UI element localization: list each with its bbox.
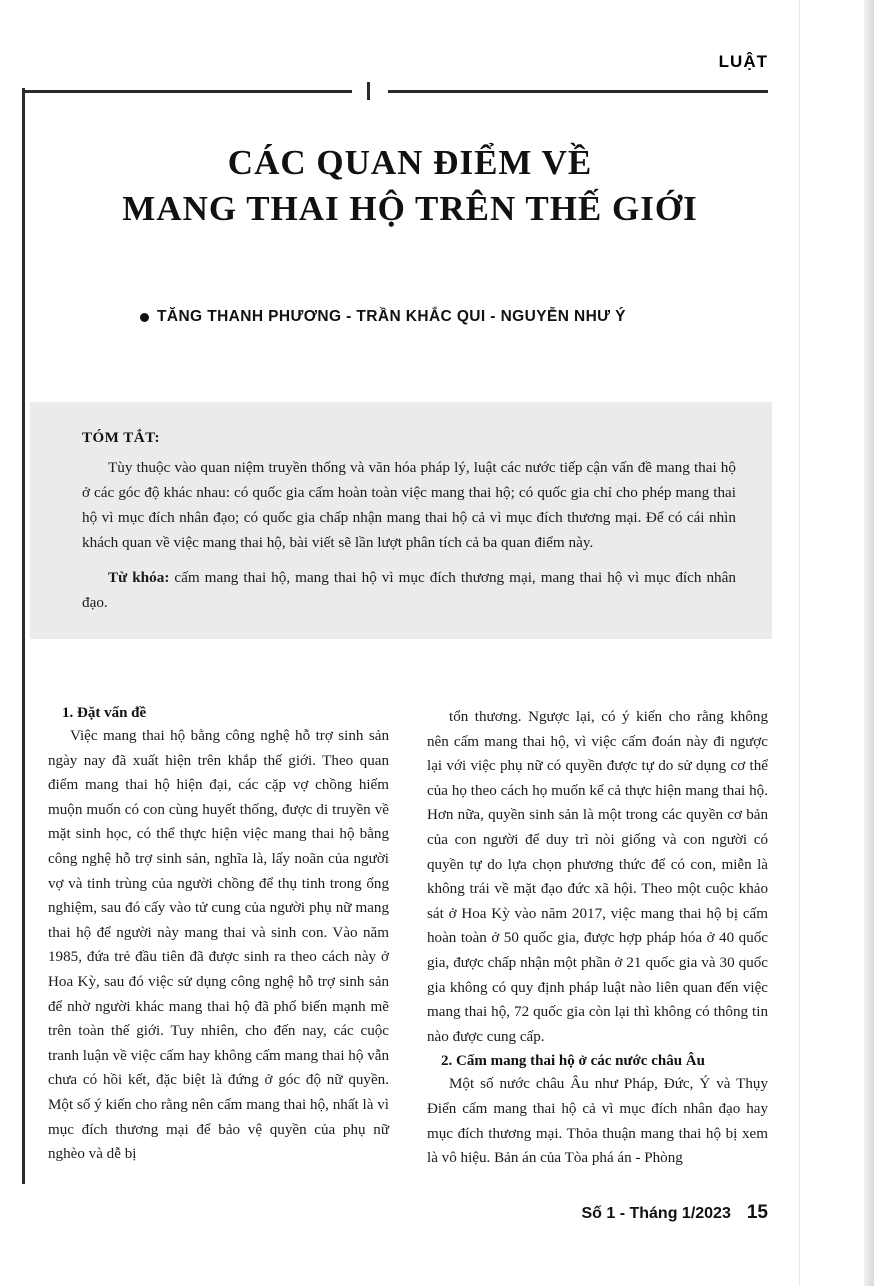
abstract-box [30, 402, 772, 639]
page-title [60, 140, 760, 232]
page-number: 15 [746, 1202, 768, 1223]
scan-edge-strip [799, 0, 874, 1286]
header-tick-mark [367, 82, 370, 100]
column-right [427, 705, 768, 1165]
header-horizontal-rule [22, 90, 768, 93]
abstract-keywords [82, 565, 736, 615]
bullet-icon [140, 313, 149, 322]
title-line-2: MANG THAI HỘ TRÊN THẾ GIỚI [122, 189, 698, 228]
author-list [140, 308, 760, 326]
author-names: TĂNG THANH PHƯƠNG - TRẦN KHẮC QUI - NGUYỄN NHƯ Ý [157, 308, 626, 325]
heading-dat-van-de: 1. Đặt vấn đề [62, 705, 147, 721]
paragraph-right-1: tổn thương. Ngược lại, có ý kiến cho rằng không nên cấm mang thai hộ, vì việc cấm đoán này đi ngược lại với việc phụ nữ có quyền được tự do sử dụng cơ thể của họ theo cách họ muốn kể cả thực hiện mang thai hộ. Hơn nữa, quyền sinh sản là một trong các quyền cơ bản của con người để duy trì nòi giống và con người có quyền tự do lựa chọn phương thức để có con, miễn là không trái về mặt đạo đức xã hội. Theo một cuộc khảo sát ở Hoa Kỳ vào năm 2017, việc mang thai hộ bị cấm hoàn toàn ở 50 quốc gia, được hợp pháp hóa ở 40 quốc gia, được chấp nhận một phần ở 21 quốc gia và 30 quốc gia không có quy định pháp luật nào liên quan đến việc mang thai hộ, 72 quốc gia còn lại thì không có thông tin nào được cung cấp. [427, 709, 768, 1045]
title-line-1: CÁC QUAN ĐIỂM VỀ [227, 143, 593, 182]
issue-label: Số 1 - Tháng 1/2023 [581, 1205, 731, 1222]
paragraph-right-2: Một số nước châu Âu như Pháp, Đức, Ý và Thụy Điển cấm mang thai hộ cả vì mục đích nhân đạo hay mục đích thương mại. Thỏa thuận mang thai hộ bị xem là vô hiệu. Bản án của Tòa phá án - Phòng [427, 1076, 768, 1167]
page-header [22, 52, 768, 98]
section-label: LUẬT [718, 52, 768, 71]
keywords-text: cấm mang thai hộ, mang thai hộ vì mục đích thương mại, mang thai hộ vì mục đích nhân đạo. [82, 569, 736, 611]
heading-cam-mang-thai-ho: 2. Cấm mang thai hộ ở các nước châu Âu [441, 1053, 705, 1070]
page-footer [581, 1202, 768, 1224]
paragraph-left-1: Việc mang thai hộ bằng công nghệ hỗ trợ sinh sản ngày nay đã xuất hiện trên khắp thế giới. Theo quan điểm mang thai hộ hiện đại, các cặp vợ chồng hiếm muộn muốn có con cùng huyết thống, được di truyền về mặt sinh học, có thể thực hiện việc mang thai hộ bằng công nghệ hỗ trợ sinh sản, nghĩa là, lấy noãn của người vợ và tinh trùng của người chồng để thụ tinh trong ống nghiệm, sau đó cấy vào tử cung của người phụ nữ mang thai hộ để người này mang thai và sinh con. Vào năm 1985, đứa trẻ đầu tiên đã được sinh ra theo cách này ở Hoa Kỳ, sau đó việc sử dụng công nghệ hỗ trợ sinh sản để nhờ người khác mang thai hộ đã phổ biến mạnh mẽ trên toàn thế giới. Tuy nhiên, cho đến nay, các cuộc tranh luận về việc cấm hay không cấm mang thai hộ vẫn chưa có hồi kết, đặc biệt là đứng ở góc độ nữ quyền. Một số ý kiến cho rằng nên cấm mang thai hộ, nhất là vì mục đích thương mại để bảo vệ quyền của phụ nữ nghèo và dễ bị [48, 728, 389, 1163]
keywords-label: Từ khóa: [108, 569, 170, 586]
left-vertical-rule [22, 88, 25, 1184]
body-columns [48, 705, 768, 1165]
abstract-paragraph: Tùy thuộc vào quan niệm truyền thống và văn hóa pháp lý, luật các nước tiếp cận vấn đề mang thai hộ ở các góc độ khác nhau: có quốc gia cấm hoàn toàn việc mang thai hộ; có quốc gia chỉ cho phép mang thai hộ vì mục đích nhân đạo; có quốc gia chấp nhận mang thai hộ cả vì mục đích thương mại. Để có cái nhìn khách quan về việc mang thai hộ, bài viết sẽ lần lượt phân tích cả ba quan điểm này. [82, 459, 736, 551]
abstract-heading: TÓM TẮT: [82, 430, 161, 446]
column-left [48, 705, 389, 1165]
